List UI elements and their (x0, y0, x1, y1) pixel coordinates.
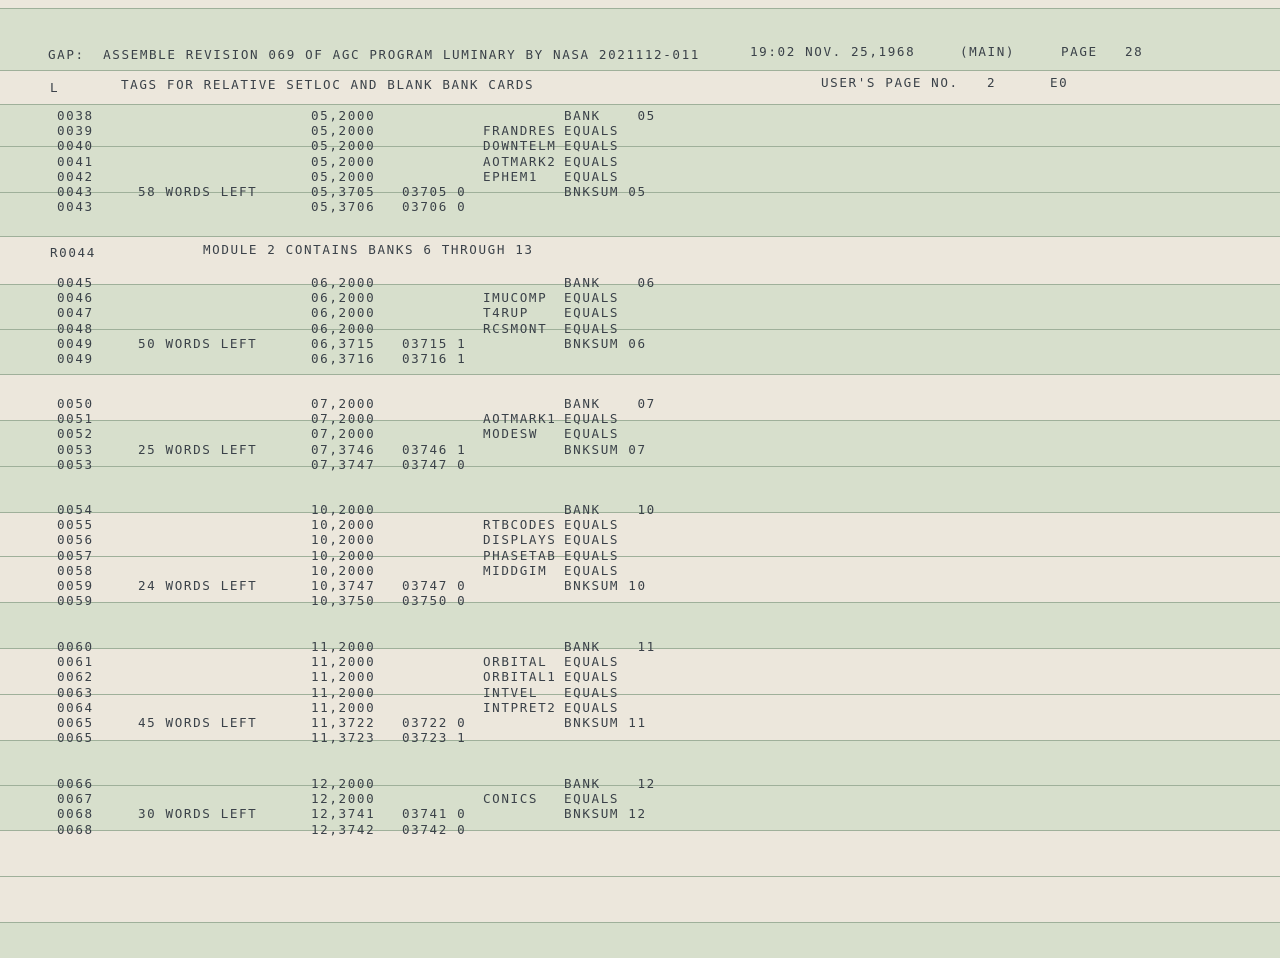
address: 07,2000 (311, 426, 376, 441)
line-number: 0051 (57, 411, 94, 426)
operation: EQUALS (564, 154, 620, 169)
line-number: 0038 (57, 108, 94, 123)
line-number: 0061 (57, 654, 94, 669)
paper-band (0, 0, 1280, 8)
rule-line (0, 830, 1280, 831)
address: 07,3746 (311, 442, 376, 457)
operation: BANK 12 (564, 776, 656, 791)
address: 06,2000 (311, 290, 376, 305)
line-number: 0043 (57, 184, 94, 199)
line-number: 0053 (57, 457, 94, 472)
address: 05,2000 (311, 108, 376, 123)
operation: BANK 07 (564, 396, 656, 411)
tag-label: T4RUP (483, 305, 529, 320)
rule-line (0, 8, 1280, 9)
address: 07,3747 (311, 457, 376, 472)
address: 11,2000 (311, 654, 376, 669)
page-number: 28 (1125, 44, 1144, 59)
users-page-label: USER'S PAGE NO. (821, 75, 959, 90)
operation: EQUALS (564, 700, 620, 715)
rule-line (0, 602, 1280, 603)
paper-band (0, 922, 1280, 958)
octal-value: 03747 0 (402, 457, 467, 472)
rule-line (0, 146, 1280, 147)
tag-label: AOTMARK1 (483, 411, 557, 426)
operation: EQUALS (564, 411, 620, 426)
tag-label: AOTMARK2 (483, 154, 557, 169)
rule-line (0, 70, 1280, 71)
rule-line (0, 556, 1280, 557)
address: 11,2000 (311, 669, 376, 684)
paper-band (0, 876, 1280, 922)
rule-line (0, 694, 1280, 695)
line-number: 0066 (57, 776, 94, 791)
address: 05,3706 (311, 199, 376, 214)
rule-line (0, 420, 1280, 421)
tag-label: ORBITAL (483, 654, 548, 669)
users-page-number: 2 (987, 75, 997, 90)
operation: EQUALS (564, 669, 620, 684)
address: 05,2000 (311, 138, 376, 153)
address: 05,3705 (311, 184, 376, 199)
line-number: 0056 (57, 532, 94, 547)
paper-band (0, 104, 1280, 236)
line-number: 0046 (57, 290, 94, 305)
tag-label: CONICS (483, 791, 539, 806)
octal-value: 03722 0 (402, 715, 467, 730)
line-number: 0043 (57, 199, 94, 214)
line-number: 0059 (57, 578, 94, 593)
operation: BANK 06 (564, 275, 656, 290)
operation: BNKSUM 06 (564, 336, 647, 351)
line-number: 0058 (57, 563, 94, 578)
tag-label: INTVEL (483, 685, 539, 700)
line-number: 0068 (57, 822, 94, 837)
header-timestamp: 19:02 NOV. 25,1968 (750, 44, 916, 59)
address: 10,2000 (311, 502, 376, 517)
operation: BANK 05 (564, 108, 656, 123)
address: 11,2000 (311, 685, 376, 700)
line-number: 0067 (57, 791, 94, 806)
octal-value: 03706 0 (402, 199, 467, 214)
address: 05,2000 (311, 169, 376, 184)
address: 11,3723 (311, 730, 376, 745)
module-line-number: R0044 (50, 245, 96, 260)
rule-line (0, 374, 1280, 375)
operation: EQUALS (564, 791, 620, 806)
line-number: 0062 (57, 669, 94, 684)
address: 07,2000 (311, 411, 376, 426)
header-subtitle: TAGS FOR RELATIVE SETLOC AND BLANK BANK CARDS (121, 77, 535, 92)
address: 07,2000 (311, 396, 376, 411)
line-number: 0059 (57, 593, 94, 608)
rule-line (0, 329, 1280, 330)
line-number: 0048 (57, 321, 94, 336)
page-label: PAGE (1061, 44, 1098, 59)
address: 10,2000 (311, 532, 376, 547)
tag-label: FRANDRES (483, 123, 557, 138)
line-number: 0052 (57, 426, 94, 441)
address: 12,3741 (311, 806, 376, 821)
operation: EQUALS (564, 305, 620, 320)
operation: EQUALS (564, 532, 620, 547)
header-code: E0 (1050, 75, 1069, 90)
rule-line (0, 740, 1280, 741)
address: 06,2000 (311, 275, 376, 290)
address: 10,2000 (311, 563, 376, 578)
address: 06,3716 (311, 351, 376, 366)
address: 11,2000 (311, 700, 376, 715)
line-number: 0054 (57, 502, 94, 517)
module-note: MODULE 2 CONTAINS BANKS 6 THROUGH 13 (203, 242, 534, 257)
words-left: 25 WORDS LEFT (138, 442, 258, 457)
line-number: 0060 (57, 639, 94, 654)
operation: BNKSUM 11 (564, 715, 647, 730)
tag-label: MIDDGIM (483, 563, 548, 578)
words-left: 58 WORDS LEFT (138, 184, 258, 199)
address: 10,3750 (311, 593, 376, 608)
line-number: 0064 (57, 700, 94, 715)
line-number: 0039 (57, 123, 94, 138)
rule-line (0, 466, 1280, 467)
operation: EQUALS (564, 290, 620, 305)
operation: BNKSUM 12 (564, 806, 647, 821)
operation: BNKSUM 05 (564, 184, 647, 199)
line-number: 0040 (57, 138, 94, 153)
octal-value: 03715 1 (402, 336, 467, 351)
address: 12,2000 (311, 791, 376, 806)
address: 05,2000 (311, 154, 376, 169)
header-flag: L (50, 80, 60, 95)
tag-label: RCSMONT (483, 321, 548, 336)
tag-label: EPHEM1 (483, 169, 539, 184)
address: 12,3742 (311, 822, 376, 837)
address: 10,2000 (311, 548, 376, 563)
address: 06,2000 (311, 321, 376, 336)
operation: BANK 10 (564, 502, 656, 517)
operation: EQUALS (564, 654, 620, 669)
line-number: 0053 (57, 442, 94, 457)
line-number: 0042 (57, 169, 94, 184)
line-number: 0068 (57, 806, 94, 821)
line-number: 0057 (57, 548, 94, 563)
line-number: 0041 (57, 154, 94, 169)
octal-value: 03741 0 (402, 806, 467, 821)
tag-label: PHASETAB (483, 548, 557, 563)
operation: EQUALS (564, 517, 620, 532)
octal-value: 03750 0 (402, 593, 467, 608)
operation: EQUALS (564, 321, 620, 336)
words-left: 45 WORDS LEFT (138, 715, 258, 730)
line-number: 0065 (57, 730, 94, 745)
paper-band (0, 830, 1280, 876)
words-left: 30 WORDS LEFT (138, 806, 258, 821)
operation: EQUALS (564, 685, 620, 700)
words-left: 50 WORDS LEFT (138, 336, 258, 351)
octal-value: 03716 1 (402, 351, 467, 366)
address: 10,2000 (311, 517, 376, 532)
operation: EQUALS (564, 563, 620, 578)
address: 05,2000 (311, 123, 376, 138)
tag-label: ORBITAL1 (483, 669, 557, 684)
line-number: 0065 (57, 715, 94, 730)
line-number: 0049 (57, 336, 94, 351)
address: 10,3747 (311, 578, 376, 593)
tag-label: RTBCODES (483, 517, 557, 532)
tag-label: INTPRET2 (483, 700, 557, 715)
address: 12,2000 (311, 776, 376, 791)
line-number: 0063 (57, 685, 94, 700)
line-number: 0045 (57, 275, 94, 290)
rule-line (0, 104, 1280, 105)
rule-line (0, 236, 1280, 237)
rule-line (0, 876, 1280, 877)
operation: EQUALS (564, 548, 620, 563)
octal-value: 03742 0 (402, 822, 467, 837)
tag-label: DOWNTELM (483, 138, 557, 153)
words-left: 24 WORDS LEFT (138, 578, 258, 593)
octal-value: 03746 1 (402, 442, 467, 457)
operation: EQUALS (564, 169, 620, 184)
operation: BNKSUM 10 (564, 578, 647, 593)
operation: EQUALS (564, 138, 620, 153)
line-number: 0055 (57, 517, 94, 532)
address: 06,2000 (311, 305, 376, 320)
operation: BANK 11 (564, 639, 656, 654)
tag-label: IMUCOMP (483, 290, 548, 305)
octal-value: 03705 0 (402, 184, 467, 199)
line-number: 0050 (57, 396, 94, 411)
tag-label: MODESW (483, 426, 539, 441)
operation: EQUALS (564, 123, 620, 138)
octal-value: 03747 0 (402, 578, 467, 593)
octal-value: 03723 1 (402, 730, 467, 745)
address: 11,3722 (311, 715, 376, 730)
operation: BNKSUM 07 (564, 442, 647, 457)
operation: EQUALS (564, 426, 620, 441)
address: 11,2000 (311, 639, 376, 654)
rule-line (0, 922, 1280, 923)
address: 06,3715 (311, 336, 376, 351)
line-number: 0049 (57, 351, 94, 366)
header-title: GAP: ASSEMBLE REVISION 069 OF AGC PROGRAM LUMINARY BY NASA 2021112-011 (48, 47, 700, 62)
header-section: (MAIN) (960, 44, 1016, 59)
line-number: 0047 (57, 305, 94, 320)
tag-label: DISPLAYS (483, 532, 557, 547)
